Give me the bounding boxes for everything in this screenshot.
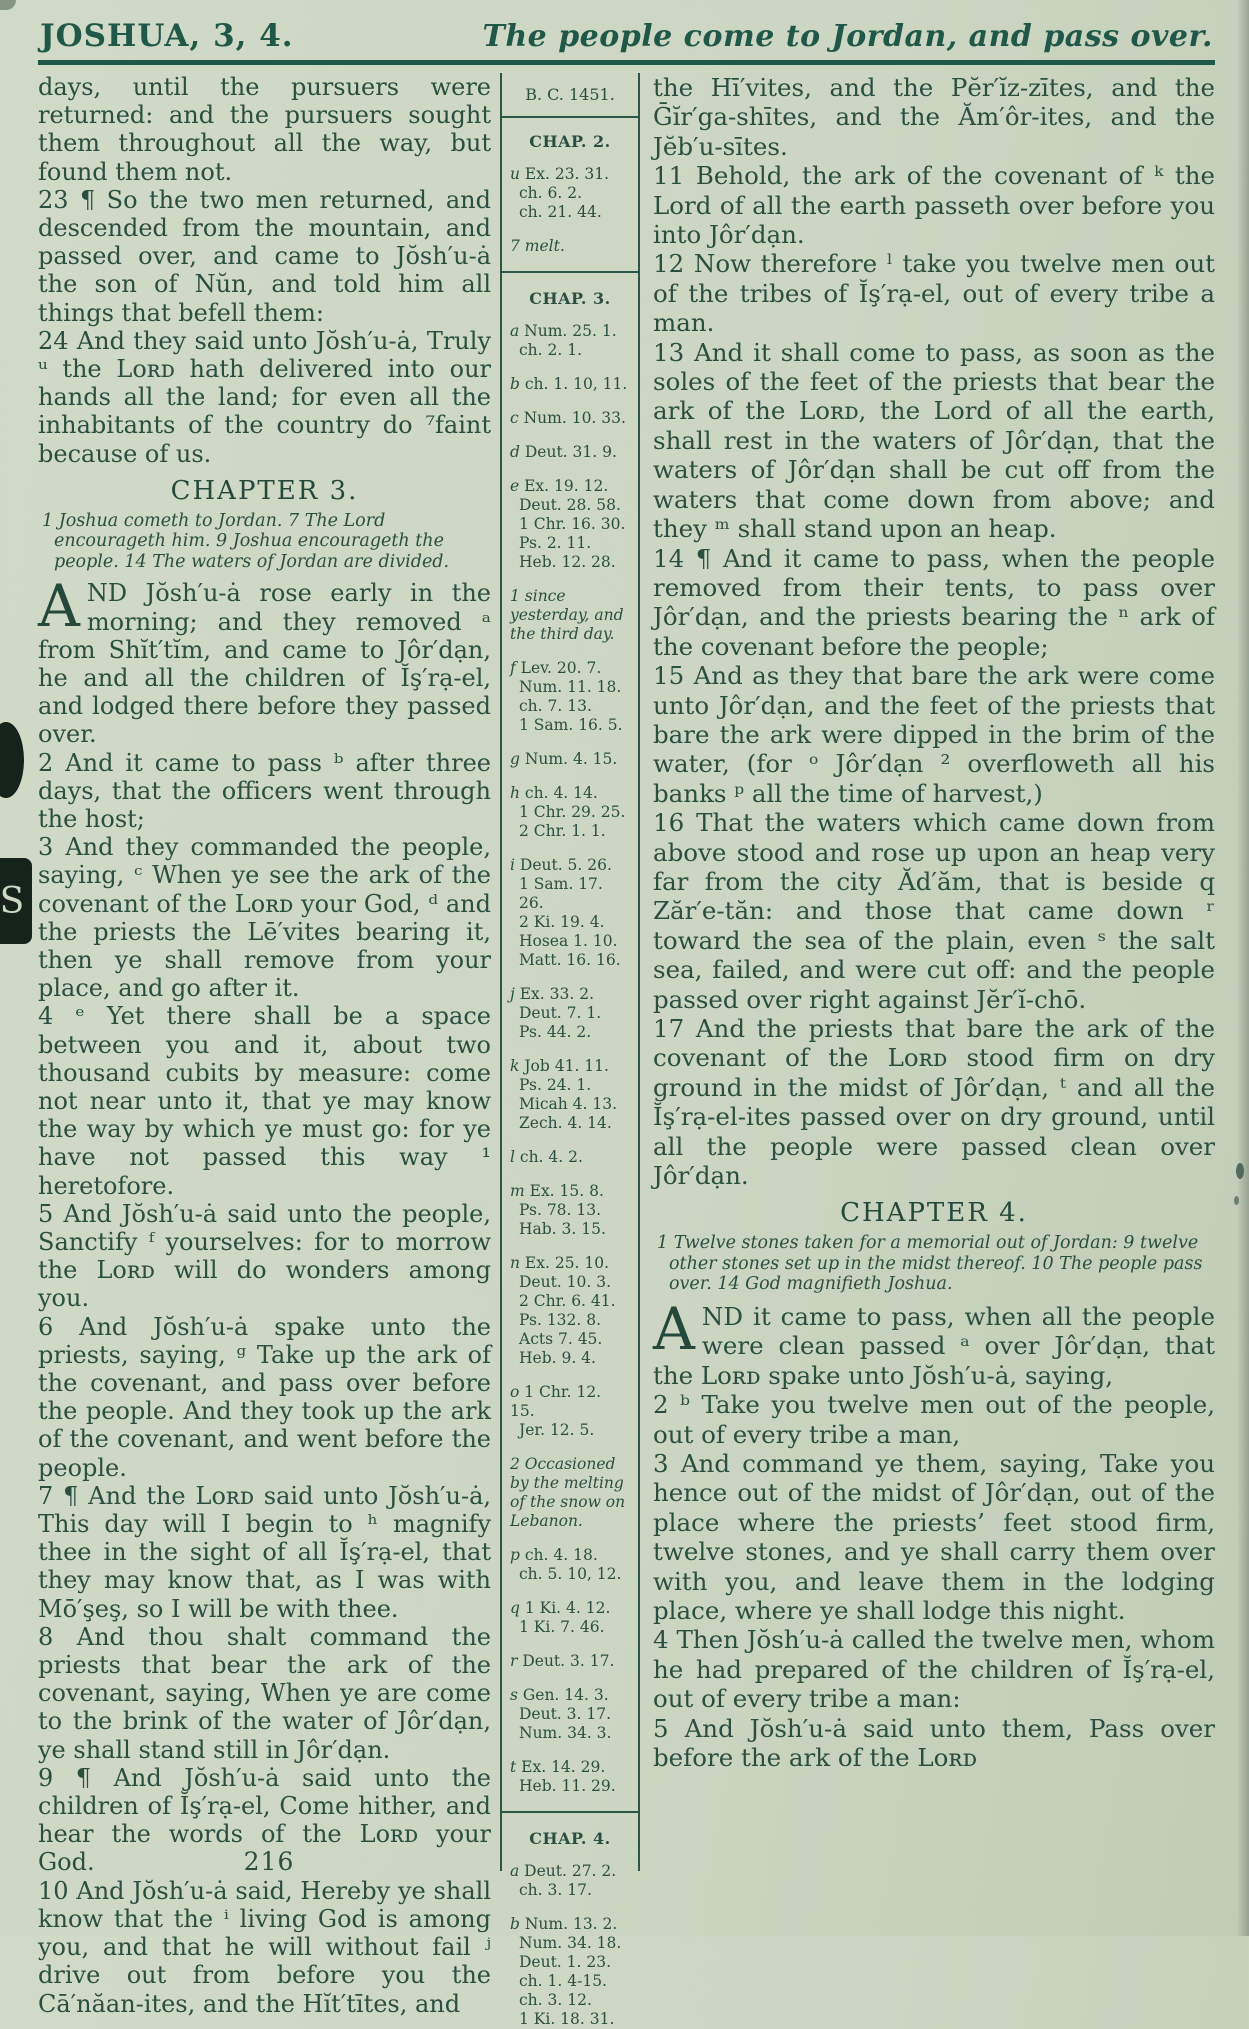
reference-group [510, 856, 630, 970]
right-text-column [640, 73, 1215, 1871]
reference-group [510, 477, 630, 572]
reference-line: b Num. 13. 2. [510, 1915, 618, 1933]
reference-line: ch. 1. 4-15. [519, 1972, 607, 1990]
verse-paragraph: 4 Then Jŏsh′u-ȧ called the twelve men, whom he had prepared of the children of Ĭş′rạ-el, out of every tribe a man: [653, 1625, 1215, 1714]
verse-paragraph: 12 Now therefore ˡ take you twelve men out of the tribes of Ĭş′rạ-el, out of every tribe a man. [653, 249, 1215, 338]
reference-line: Heb. 11. 29. [519, 1777, 616, 1795]
reference-line: j Ex. 33. 2. [510, 985, 595, 1003]
reference-group [510, 1915, 630, 2029]
verse-paragraph: 24 And they said unto Jŏsh′u-ȧ, Truly ᵘ the Lᴏʀᴅ hath delivered into our hands all the land; for even all the inhabitants of the country do ⁷faint because of us. [38, 326, 491, 468]
book-chapter-title: JOSHUA, 3, 4. [40, 18, 294, 54]
reference-line: ch. 21. 44. [519, 203, 602, 221]
dropcap-letter: A [653, 1294, 695, 1363]
reference-group [510, 784, 630, 841]
reference-line: CHAP. 4. [529, 1829, 611, 1848]
reference-line: Ps. 78. 13. [519, 1201, 602, 1219]
reference-group [510, 409, 630, 428]
reference-group [510, 1383, 630, 1440]
dropcap-letter: A [38, 572, 80, 641]
reference-group [510, 1182, 630, 1239]
reference-line: Deut. 3. 17. [519, 1705, 612, 1723]
running-head [38, 16, 1215, 58]
verse-paragraph: 3 And they commanded the people, saying, ᶜ When ye see the ark of the covenant of the Lᴏʀᴅ your God, ᵈ and the priests the Lē′vites bearing it, then ye shall remove from your place, and go after it. [38, 833, 491, 1003]
reference-line: B. C. 1451. [525, 85, 615, 104]
chapter-label [510, 289, 630, 308]
reference-line: 7 melt. [510, 237, 565, 255]
reference-group [510, 1686, 630, 1743]
reference-group [510, 1862, 630, 1900]
verse-paragraph: 13 And it shall come to pass, as soon as the soles of the feet of the priests that bear the ark of the Lᴏʀᴅ, the Lord of all the earth, shall rest in the waters of Jôr′dạn, that the waters of Jôr′dạn shall be cut off from the waters that come down from above; and they ᵐ shall stand upon an heap. [653, 337, 1215, 544]
margin-note [510, 1455, 630, 1531]
reference-line: Micah 4. 13. [519, 1095, 618, 1113]
reference-line: l ch. 4. 2. [510, 1148, 583, 1166]
reference-line: 2 Chr. 6. 41. [519, 1292, 616, 1310]
reference-line: Ps. 2. 11. [519, 534, 592, 552]
chapter-label [510, 132, 630, 151]
reference-group [510, 1148, 630, 1167]
reference-line: Num. 34. 18. [519, 1934, 622, 1952]
reference-line: t Ex. 14. 29. [510, 1758, 606, 1776]
reference-group [510, 985, 630, 1042]
reference-line: a Deut. 27. 2. [510, 1862, 617, 1880]
reference-group [510, 375, 630, 394]
left-text-column [38, 73, 500, 2018]
verse-paragraph: 5 And Jŏsh′u-ȧ said unto them, Pass over before the ark of the Lᴏʀᴅ [653, 1713, 1215, 1773]
reference-line: r Deut. 3. 17. [510, 1652, 615, 1670]
chapter-summary: 1 Twelve stones taken for a memorial out of Jordan: 9 twelve other stones set up in the midst thereof. 10 The people pass over. 14 God magnifieth Joshua. [657, 1233, 1203, 1295]
reference-group [510, 1546, 630, 1584]
reference-line: c Num. 10. 33. [510, 409, 626, 427]
reference-line: m Ex. 15. 8. [510, 1182, 604, 1200]
reference-line: ch. 3. 12. [519, 1991, 592, 2009]
reference-line: p ch. 4. 18. [510, 1546, 598, 1564]
scan-artifact-dot [1236, 1163, 1244, 1179]
page-number: 216 [243, 1847, 295, 1876]
reference-line: Hab. 3. 15. [519, 1220, 606, 1238]
reference-group [510, 443, 630, 462]
reference-group [510, 1057, 630, 1133]
reference-line: o 1 Chr. 12. 15. [510, 1383, 602, 1420]
reference-line: Ps. 24. 1. [519, 1076, 592, 1094]
reference-line: ch. 6. 2. [519, 184, 583, 202]
reference-line: Jer. 12. 5. [519, 1421, 595, 1439]
verse-continuation: the Hī′vites, and the Pĕr′ĭz-zītes, and the Ḡĭr′ga-shītes, and the Ăm′ôr-ites, and the Jĕb′u-sītes. [653, 73, 1215, 161]
thumb-index-tab [0, 858, 32, 944]
verse-paragraph: AND Jŏsh′u-ȧ rose early in the morning; and they removed ᵃ from Shĭt′tĭm, and came to Jôr′dạn, he and all the children of Ĭş′rạ-el, and lodged there before they passed over. [38, 572, 491, 749]
reference-line: Deut. 1. 23. [519, 1953, 612, 1971]
verse-paragraph: 2 ᵇ Take you twelve men out of the people, out of every tribe a man, [653, 1390, 1215, 1449]
reference-line: Num. 34. 3. [519, 1724, 612, 1742]
reference-line: s Gen. 14. 3. [510, 1686, 609, 1704]
page-subject-title: The people come to Jordan, and pass over. [482, 19, 1213, 54]
reference-line: 1 Chr. 29. 25. [519, 803, 626, 821]
reference-line: h ch. 4. 14. [510, 784, 598, 802]
verse-paragraph: 3 And command ye them, saying, Take you hence out of the midst of Jôr′dạn, out of the place where the priests’ feet stood firm, twelve stones, and ye shall carry them over with you, and leave them in the lodging place, where ye shall lodge this night. [653, 1448, 1215, 1625]
verse-paragraph: 6 And Jŏsh′u-ȧ spake unto the priests, saying, ᵍ Take up the ark of the covenant, and pass over before the people. And they took up the ark of the covenant, and went before the people. [38, 1312, 491, 1482]
verse-paragraph: 11 Behold, the ark of the covenant of ᵏ the Lord of all the earth passeth over before you into Jôr′dạn. [653, 161, 1215, 250]
reference-line: 1 Sam. 17. 26. [519, 875, 603, 912]
reference-line: Deut. 7. 1. [519, 1004, 602, 1022]
margin-note [510, 237, 630, 256]
reference-group [510, 659, 630, 735]
reference-line: ch. 5. 10, 12. [519, 1565, 622, 1583]
reference-line: k Job 41. 11. [510, 1057, 609, 1075]
verse-paragraph: 14 ¶ And it came to pass, when the people removed from their tents, to pass over Jôr′dạn, and the priests bearing the ⁿ ark of the covenant before the people; [653, 543, 1215, 661]
reference-line: 1 Ki. 18. 31. [519, 2010, 615, 2028]
column-divider [502, 1811, 638, 1813]
reference-line: ch. 2. 1. [519, 341, 583, 359]
verse-paragraph: 10 And Jŏsh′u-ȧ said, Hereby ye shall know that the ⁱ living God is among you, and that he will without fail ʲ drive out from before you the Cā′năan-ites, and the Hĭt′tītes, and [38, 1876, 491, 2018]
reference-line: Heb. 12. 28. [519, 553, 616, 571]
verse-paragraph: AND it came to pass, when all the people were clean passed ᵃ over Jôr′dạn, that the Lᴏʀᴅ spake unto Jŏsh′u-ȧ, saying, [653, 1294, 1215, 1390]
text-columns [38, 73, 1215, 2028]
reference-line: Hosea 1. 10. [519, 932, 618, 950]
reference-group [510, 1652, 630, 1671]
chapter-summary: 1 Joshua cometh to Jordan. 7 The Lord encourageth him. 9 Joshua encourageth the people. 14 The waters of Jordan are divided. [42, 510, 450, 572]
center-reference-column [500, 73, 640, 2028]
header-rule [38, 60, 1215, 65]
reference-group [510, 750, 630, 769]
reference-line: a Num. 25. 1. [510, 322, 617, 340]
reference-line: Ps. 44. 2. [519, 1023, 592, 1041]
reference-line: Deut. 28. 58. [519, 496, 621, 514]
reference-line: 1 Ki. 7. 46. [519, 1618, 605, 1636]
reference-line: Num. 11. 18. [519, 678, 622, 696]
reference-line: 1 Sam. 16. 5. [519, 716, 623, 734]
verse-paragraph: 2 And it came to pass ᵇ after three days, that the officers went through the host; [38, 748, 491, 833]
reference-line: i Deut. 5. 26. [510, 856, 612, 874]
reference-line: ch. 7. 13. [519, 697, 592, 715]
verse-paragraph: 4 ᵉ Yet there shall be a space between you and it, about two thousand cubits by measure: come not near unto it, that ye may know the way by which ye must go: for ye have not passed this way ¹ heretofore. [38, 1002, 491, 1200]
reference-line: CHAP. 2. [529, 132, 611, 151]
chapter-label [510, 1829, 630, 1848]
reference-line: Heb. 9. 4. [519, 1349, 596, 1367]
reference-line: 2 Occasioned by the melting of the snow on Lebanon. [510, 1455, 626, 1530]
reference-group [510, 1254, 630, 1368]
reference-line: 2 Ki. 19. 4. [519, 913, 605, 931]
reference-line: ch. 3. 17. [519, 1881, 592, 1899]
reference-line: CHAP. 3. [529, 289, 611, 308]
column-divider [502, 271, 638, 273]
chapter-heading: CHAPTER 3. [170, 475, 359, 506]
bc-date [502, 79, 638, 118]
reference-line: Matt. 16. 16. [519, 951, 621, 969]
reference-line: q 1 Ki. 4. 12. [510, 1599, 611, 1617]
reference-line: Zech. 4. 14. [519, 1114, 612, 1132]
reference-line: u Ex. 23. 31. [510, 165, 610, 183]
reference-line: 1 Chr. 16. 30. [519, 515, 626, 533]
reference-line: d Deut. 31. 9. [510, 443, 617, 461]
reference-group [510, 1758, 630, 1796]
margin-note [510, 587, 630, 644]
reference-group [510, 322, 630, 360]
verse-paragraph: 17 And the priests that bare the ark of the covenant of the Lᴏʀᴅ stood firm on dry ground in the midst of Jôr′dạn, ᵗ and all the Ĭş′rạ-el-ites passed over on dry ground, until all the people were passed clean over Jôr′dạn. [653, 1014, 1215, 1191]
verse-paragraph: 16 That the waters which came down from above stood and rose up upon an heap very far from the city Ăd′ăm, that is beside q Zăr′e-tăn: and those that came down ʳ toward the sea of the plain, even ˢ the salt sea, failed, and were cut off: and the people passed over right against Jĕr′ĭ-chō. [653, 808, 1215, 1014]
reference-group [510, 1599, 630, 1637]
scan-artifact-dash [1234, 1196, 1239, 1205]
reference-line: b ch. 1. 10, 11. [510, 375, 628, 393]
thumb-index-letter: S [0, 880, 25, 922]
reference-line: f Lev. 20. 7. [510, 659, 602, 677]
reference-line: e Ex. 19. 12. [510, 477, 609, 495]
reference-line: g Num. 4. 15. [510, 750, 618, 768]
reference-line: 1 since yesterday, and the third day. [510, 587, 624, 643]
verse-paragraph: 23 ¶ So the two men returned, and descended from the mountain, and passed over, and came to Jŏsh′u-ȧ the son of Nŭn, and told him all things that befell them: [38, 185, 491, 327]
reference-line: Acts 7. 45. [519, 1330, 603, 1348]
verse-paragraph: 9 ¶ And Jŏsh′u-ȧ said unto the children of Ĭş′rạ-el, Come hither, and hear the words of the Lᴏʀᴅ your God. [38, 1763, 491, 1877]
chapter-heading: CHAPTER 4. [840, 1198, 1028, 1229]
reference-line: 2 Chr. 1. 1. [519, 822, 606, 840]
verse-paragraph: 8 And thou shalt command the priests that bear the ark of the covenant, saying, When ye are come to the brink of the water of Jôr′dạn, ye shall stand still in Jôr′dạn. [38, 1622, 491, 1764]
page-edge-shadow [1237, 0, 1249, 1936]
verse-paragraph: 7 ¶ And the Lᴏʀᴅ said unto Jŏsh′u-ȧ, This day will I begin to ʰ magnify thee in the sight of all Ĭş′rạ-el, that they may know that, as I was with Mō′şeş, so I will be with thee. [38, 1481, 491, 1623]
verse-paragraph: 5 And Jŏsh′u-ȧ said unto the people, Sanctify ᶠ yourselves: for to morrow the Lᴏʀᴅ will do wonders among you. [38, 1199, 491, 1313]
verse-paragraph: 15 And as they that bare the ark were come unto Jôr′dạn, and the feet of the priests that bare the ark were dipped in the brim of the water, (for ᵒ Jôr′dạn ² overfloweth all his banks ᵖ all the time of harvest,) [653, 661, 1215, 808]
verse-continuation: days, until the pursuers were returned: and the pursuers sought them throughout all the way, but found them not. [38, 73, 491, 186]
reference-group [510, 165, 630, 222]
reference-line: Deut. 10. 3. [519, 1273, 612, 1291]
reference-line: Ps. 132. 8. [519, 1311, 602, 1329]
reference-line: n Ex. 25. 10. [510, 1254, 610, 1272]
